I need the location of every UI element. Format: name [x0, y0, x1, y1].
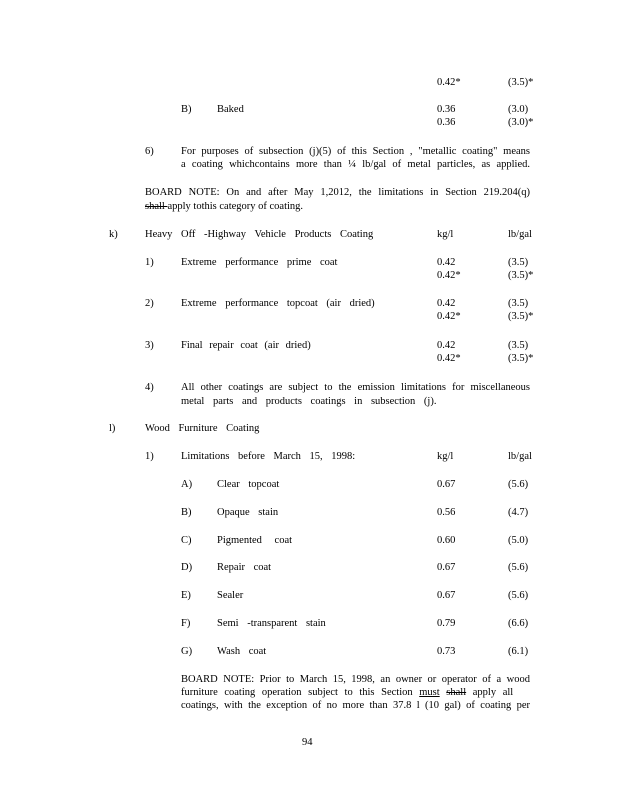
top-kg-value: 0.42*	[437, 77, 461, 88]
item6-line-1: For purposes of subsection (j)(5) of this Section , "metallic coating" means	[181, 146, 530, 157]
l-item-c-kg: 0.60	[437, 535, 456, 546]
l-item-d-lb: (5.6)	[508, 562, 529, 573]
l-item-c-label: Pigmented coat	[217, 535, 293, 546]
l-item-a-lb: (5.6)	[508, 479, 529, 490]
l-sub-unit-kg: kg/l	[437, 451, 454, 462]
k-item-4-number: 4)	[145, 382, 154, 393]
k-item-1-label: Extreme performance prime coat	[181, 257, 338, 268]
section-k-unit-lb: lb/gal	[508, 229, 532, 240]
k-item-1-number: 1)	[145, 257, 154, 268]
k-item-1-kg-1: 0.42	[437, 257, 456, 268]
l-item-g-letter: G)	[181, 646, 193, 657]
l-sub-number: 1)	[145, 451, 154, 462]
l-sub-unit-lb: lb/gal	[508, 451, 532, 462]
board-note-1-strike: shall	[145, 201, 168, 212]
baked-lb-2: (3.0)*	[508, 117, 534, 128]
section-l-letter: l)	[109, 423, 116, 434]
board-note-2-pre: furniture coating operation subject to this Section	[181, 687, 420, 698]
section-k-title: Heavy Off -Highway Vehicle Products Coating	[145, 229, 374, 240]
l-item-b-letter: B)	[181, 507, 192, 518]
board-note-2-underline: must	[419, 687, 440, 698]
l-item-e-lb: (5.6)	[508, 590, 529, 601]
l-item-c-letter: C)	[181, 535, 192, 546]
k-item-3-kg-1: 0.42	[437, 340, 456, 351]
board-note-1-line-2	[145, 200, 303, 213]
l-item-g-lb: (6.1)	[508, 646, 529, 657]
k-item-3-kg-2: 0.42*	[437, 353, 461, 364]
k-item-1-lb-2: (3.5)*	[508, 270, 534, 281]
k-item-4-line-2: metal parts and products coatings in subsection (j).	[181, 396, 437, 407]
k-item-3-number: 3)	[145, 340, 154, 351]
k-item-1-kg-2: 0.42*	[437, 270, 461, 281]
page-number: 94	[302, 737, 313, 748]
section-k-unit-kg: kg/l	[437, 229, 454, 240]
l-item-f-kg: 0.79	[437, 618, 456, 629]
k-item-1-lb-1: (3.5)	[508, 257, 529, 268]
l-item-a-label: Clear topcoat	[217, 479, 280, 490]
l-item-b-kg: 0.56	[437, 507, 456, 518]
section-l-title: Wood Furniture Coating	[145, 423, 260, 434]
k-item-2-lb-1: (3.5)	[508, 298, 529, 309]
section-k-letter: k)	[109, 229, 118, 240]
k-item-3-lb-1: (3.5)	[508, 340, 529, 351]
l-item-f-lb: (6.6)	[508, 618, 529, 629]
board-note-2-line-1: BOARD NOTE: Prior to March 15, 1998, an owner or operator of a wood	[181, 674, 530, 685]
baked-label: Baked	[217, 104, 244, 115]
item6-number: 6)	[145, 146, 154, 157]
l-item-d-letter: D)	[181, 562, 193, 573]
l-item-f-letter: F)	[181, 618, 191, 629]
l-item-f-label: Semi -transparent stain	[217, 618, 326, 629]
l-item-e-letter: E)	[181, 590, 191, 601]
board-note-1-rest: apply tothis category of coating.	[167, 201, 304, 212]
k-item-2-kg-1: 0.42	[437, 298, 456, 309]
baked-kg-2: 0.36	[437, 117, 456, 128]
board-note-2-line-3: coatings, with the exception of no more than 37.8 l (10 gal) of coating per	[181, 700, 530, 711]
l-item-c-lb: (5.0)	[508, 535, 529, 546]
l-item-e-kg: 0.67	[437, 590, 456, 601]
board-note-2-post: apply all	[466, 687, 514, 698]
l-item-a-letter: A)	[181, 479, 193, 490]
l-item-g-label: Wash coat	[217, 646, 267, 657]
l-item-e-label: Sealer	[217, 590, 244, 601]
baked-letter: B)	[181, 104, 192, 115]
k-item-3-label: Final repair coat (air dried)	[181, 340, 311, 351]
baked-lb-1: (3.0)	[508, 104, 529, 115]
k-item-2-label: Extreme performance topcoat (air dried)	[181, 298, 375, 309]
k-item-3-lb-2: (3.5)*	[508, 353, 534, 364]
k-item-2-number: 2)	[145, 298, 154, 309]
k-item-2-kg-2: 0.42*	[437, 311, 461, 322]
l-item-b-lb: (4.7)	[508, 507, 529, 518]
k-item-4-line-1: All other coatings are subject to the emission limitations for miscellaneous	[181, 382, 530, 393]
top-lb-value: (3.5)*	[508, 77, 534, 88]
item6-line-2: a coating whichcontains more than ¼ lb/gal of metal particles, as applied.	[181, 159, 530, 170]
k-item-2-lb-2: (3.5)*	[508, 311, 534, 322]
l-item-a-kg: 0.67	[437, 479, 456, 490]
l-item-d-kg: 0.67	[437, 562, 456, 573]
board-note-2-strike: shall	[446, 687, 467, 698]
board-note-2-line-2	[181, 686, 513, 699]
l-item-g-kg: 0.73	[437, 646, 456, 657]
l-item-b-label: Opaque stain	[217, 507, 279, 518]
l-sub-label: Limitations before March 15, 1998:	[181, 451, 356, 462]
l-item-d-label: Repair coat	[217, 562, 272, 573]
baked-kg-1: 0.36	[437, 104, 456, 115]
board-note-1-line-1: BOARD NOTE: On and after May 1,2012, the limitations in Section 219.204(q)	[145, 187, 530, 198]
